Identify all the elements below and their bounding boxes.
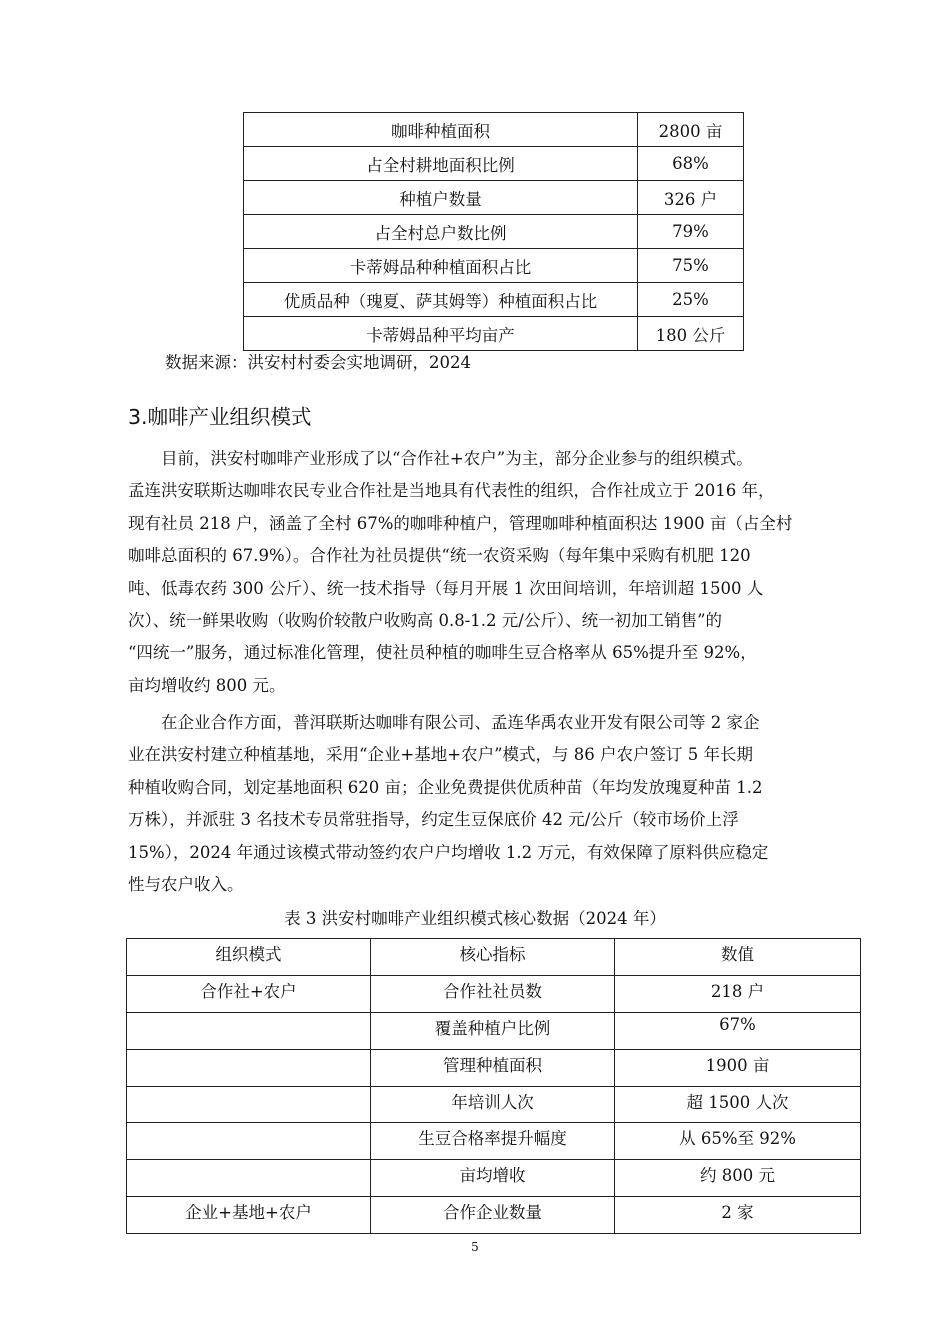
paragraph-line: “四统一”服务，通过标准化管理，使社员种植的咖啡生豆合格率从 65%提升至 92%， [128, 643, 757, 663]
paragraph-line: 目前，洪安村咖啡产业形成了以“合作社+农户”为主，部分企业参与的组织模式。 [128, 449, 753, 468]
table-cell-value: 326 户 [638, 181, 744, 215]
paragraph-line: 在企业合作方面，普洱联斯达咖啡有限公司、孟连华禹农业开发有限公司等 2 家企 [128, 713, 760, 732]
table-cell-label: 种植户数量 [244, 181, 638, 215]
table-header-cell: 核心指标 [371, 939, 615, 976]
paragraph-line: 15%），2024 年通过该模式带动签约农户户均增收 1.2 万元，有效保障了原料供应稳定 [128, 842, 769, 862]
paragraph-line: 种植收购合同，划定基地面积 620 亩；企业免费提供优质种苗（年均发放瑰夏种苗 1.2 [128, 777, 763, 797]
table-cell-label: 咖啡种植面积 [244, 113, 638, 147]
paragraph-line: 现有社员 218 户，涵盖了全村 67%的咖啡种植户，管理咖啡种植面积达 1900 亩（占全村 [128, 513, 793, 533]
table-row [244, 147, 744, 181]
table-cell-value: 67% [615, 1012, 861, 1049]
table-cell-model [127, 1049, 371, 1086]
table-row [127, 1086, 861, 1123]
table-cell-model [127, 1086, 371, 1123]
table-cell-indicator: 年培训人次 [371, 1086, 615, 1123]
table-cell-label: 占全村总户数比例 [244, 215, 638, 249]
table-cell-label: 卡蒂姆品种种植面积占比 [244, 249, 638, 283]
table-cell-indicator: 合作社社员数 [371, 975, 615, 1012]
table-row [244, 283, 744, 317]
paragraph-line: 性与农户收入。 [128, 874, 244, 894]
organization-model-table [126, 938, 861, 1234]
paragraph-enterprise [128, 707, 862, 901]
data-source-note: 数据来源：洪安村村委会实地调研，2024 [165, 353, 471, 372]
table-caption: 表 3 洪安村咖啡产业组织模式核心数据（2024 年） [284, 909, 666, 928]
table-cell-value: 75% [638, 249, 744, 283]
paragraph-line: 亩均增收约 800 元。 [128, 675, 286, 695]
table-header-cell: 数值 [615, 939, 861, 976]
table-row [127, 975, 861, 1012]
table-row [127, 1012, 861, 1049]
paragraph-line: 万株），并派驻 3 名技术专员常驻指导，约定生豆保底价 42 元/公斤（较市场价上浮 [128, 810, 739, 830]
table-cell-value: 约 800 元 [615, 1160, 861, 1197]
table-cell-value: 2 家 [615, 1197, 861, 1234]
section-heading: 3.咖啡产业组织模式 [128, 405, 312, 429]
table-cell-value: 从 65%至 92% [615, 1123, 861, 1160]
table-cell-value: 79% [638, 215, 744, 249]
table-cell-value: 180 公斤 [638, 317, 744, 351]
table-cell-indicator: 覆盖种植户比例 [371, 1012, 615, 1049]
table-cell-indicator: 生豆合格率提升幅度 [371, 1123, 615, 1160]
table-cell-value: 超 1500 人次 [615, 1086, 861, 1123]
table-cell-value: 25% [638, 283, 744, 317]
table-header-cell: 组织模式 [127, 939, 371, 976]
page-number: 5 [471, 1240, 479, 1254]
table-cell-model: 企业+基地+农户 [127, 1197, 371, 1234]
table-row [244, 215, 744, 249]
coffee-planting-table [243, 112, 744, 351]
table-row [244, 113, 744, 147]
table-row [244, 249, 744, 283]
paragraph-cooperative [128, 443, 862, 702]
table-cell-indicator: 亩均增收 [371, 1160, 615, 1197]
table-header-row [127, 939, 861, 976]
paragraph-line: 孟连洪安联斯达咖啡农民专业合作社是当地具有代表性的组织，合作社成立于 2016 年， [128, 481, 775, 501]
table-row [127, 1049, 861, 1086]
table-cell-model [127, 1123, 371, 1160]
table-cell-label: 占全村耕地面积比例 [244, 147, 638, 181]
table-cell-value: 68% [638, 147, 744, 181]
table-cell-label: 卡蒂姆品种平均亩产 [244, 317, 638, 351]
table-cell-model: 合作社+农户 [127, 975, 371, 1012]
paragraph-line: 业在洪安村建立种植基地，采用“企业+基地+农户”模式，与 86 户农户签订 5 年长期 [128, 745, 753, 765]
table-row [127, 1123, 861, 1160]
paragraph-line: 吨、低毒农药 300 公斤）、统一技术指导（每月开展 1 次田间培训，年培训超 1500 人 [128, 578, 764, 598]
table-cell-model [127, 1012, 371, 1049]
table-row [127, 1160, 861, 1197]
table-cell-label: 优质品种（瑰夏、萨其姆等）种植面积占比 [244, 283, 638, 317]
paragraph-line: 次）、统一鲜果收购（收购价较散户收购高 0.8-1.2 元/公斤）、统一初加工销售”的 [128, 610, 723, 630]
table-cell-model [127, 1160, 371, 1197]
table-row [244, 181, 744, 215]
table-cell-value: 2800 亩 [638, 113, 744, 147]
table-cell-value: 1900 亩 [615, 1049, 861, 1086]
table-cell-indicator: 合作企业数量 [371, 1197, 615, 1234]
table-cell-indicator: 管理种植面积 [371, 1049, 615, 1086]
table-cell-value: 218 户 [615, 975, 861, 1012]
table-row [127, 1197, 861, 1234]
paragraph-line: 咖啡总面积的 67.9%）。合作社为社员提供“统一农资采购（每年集中采购有机肥 120 [128, 546, 751, 566]
table-row [244, 317, 744, 351]
